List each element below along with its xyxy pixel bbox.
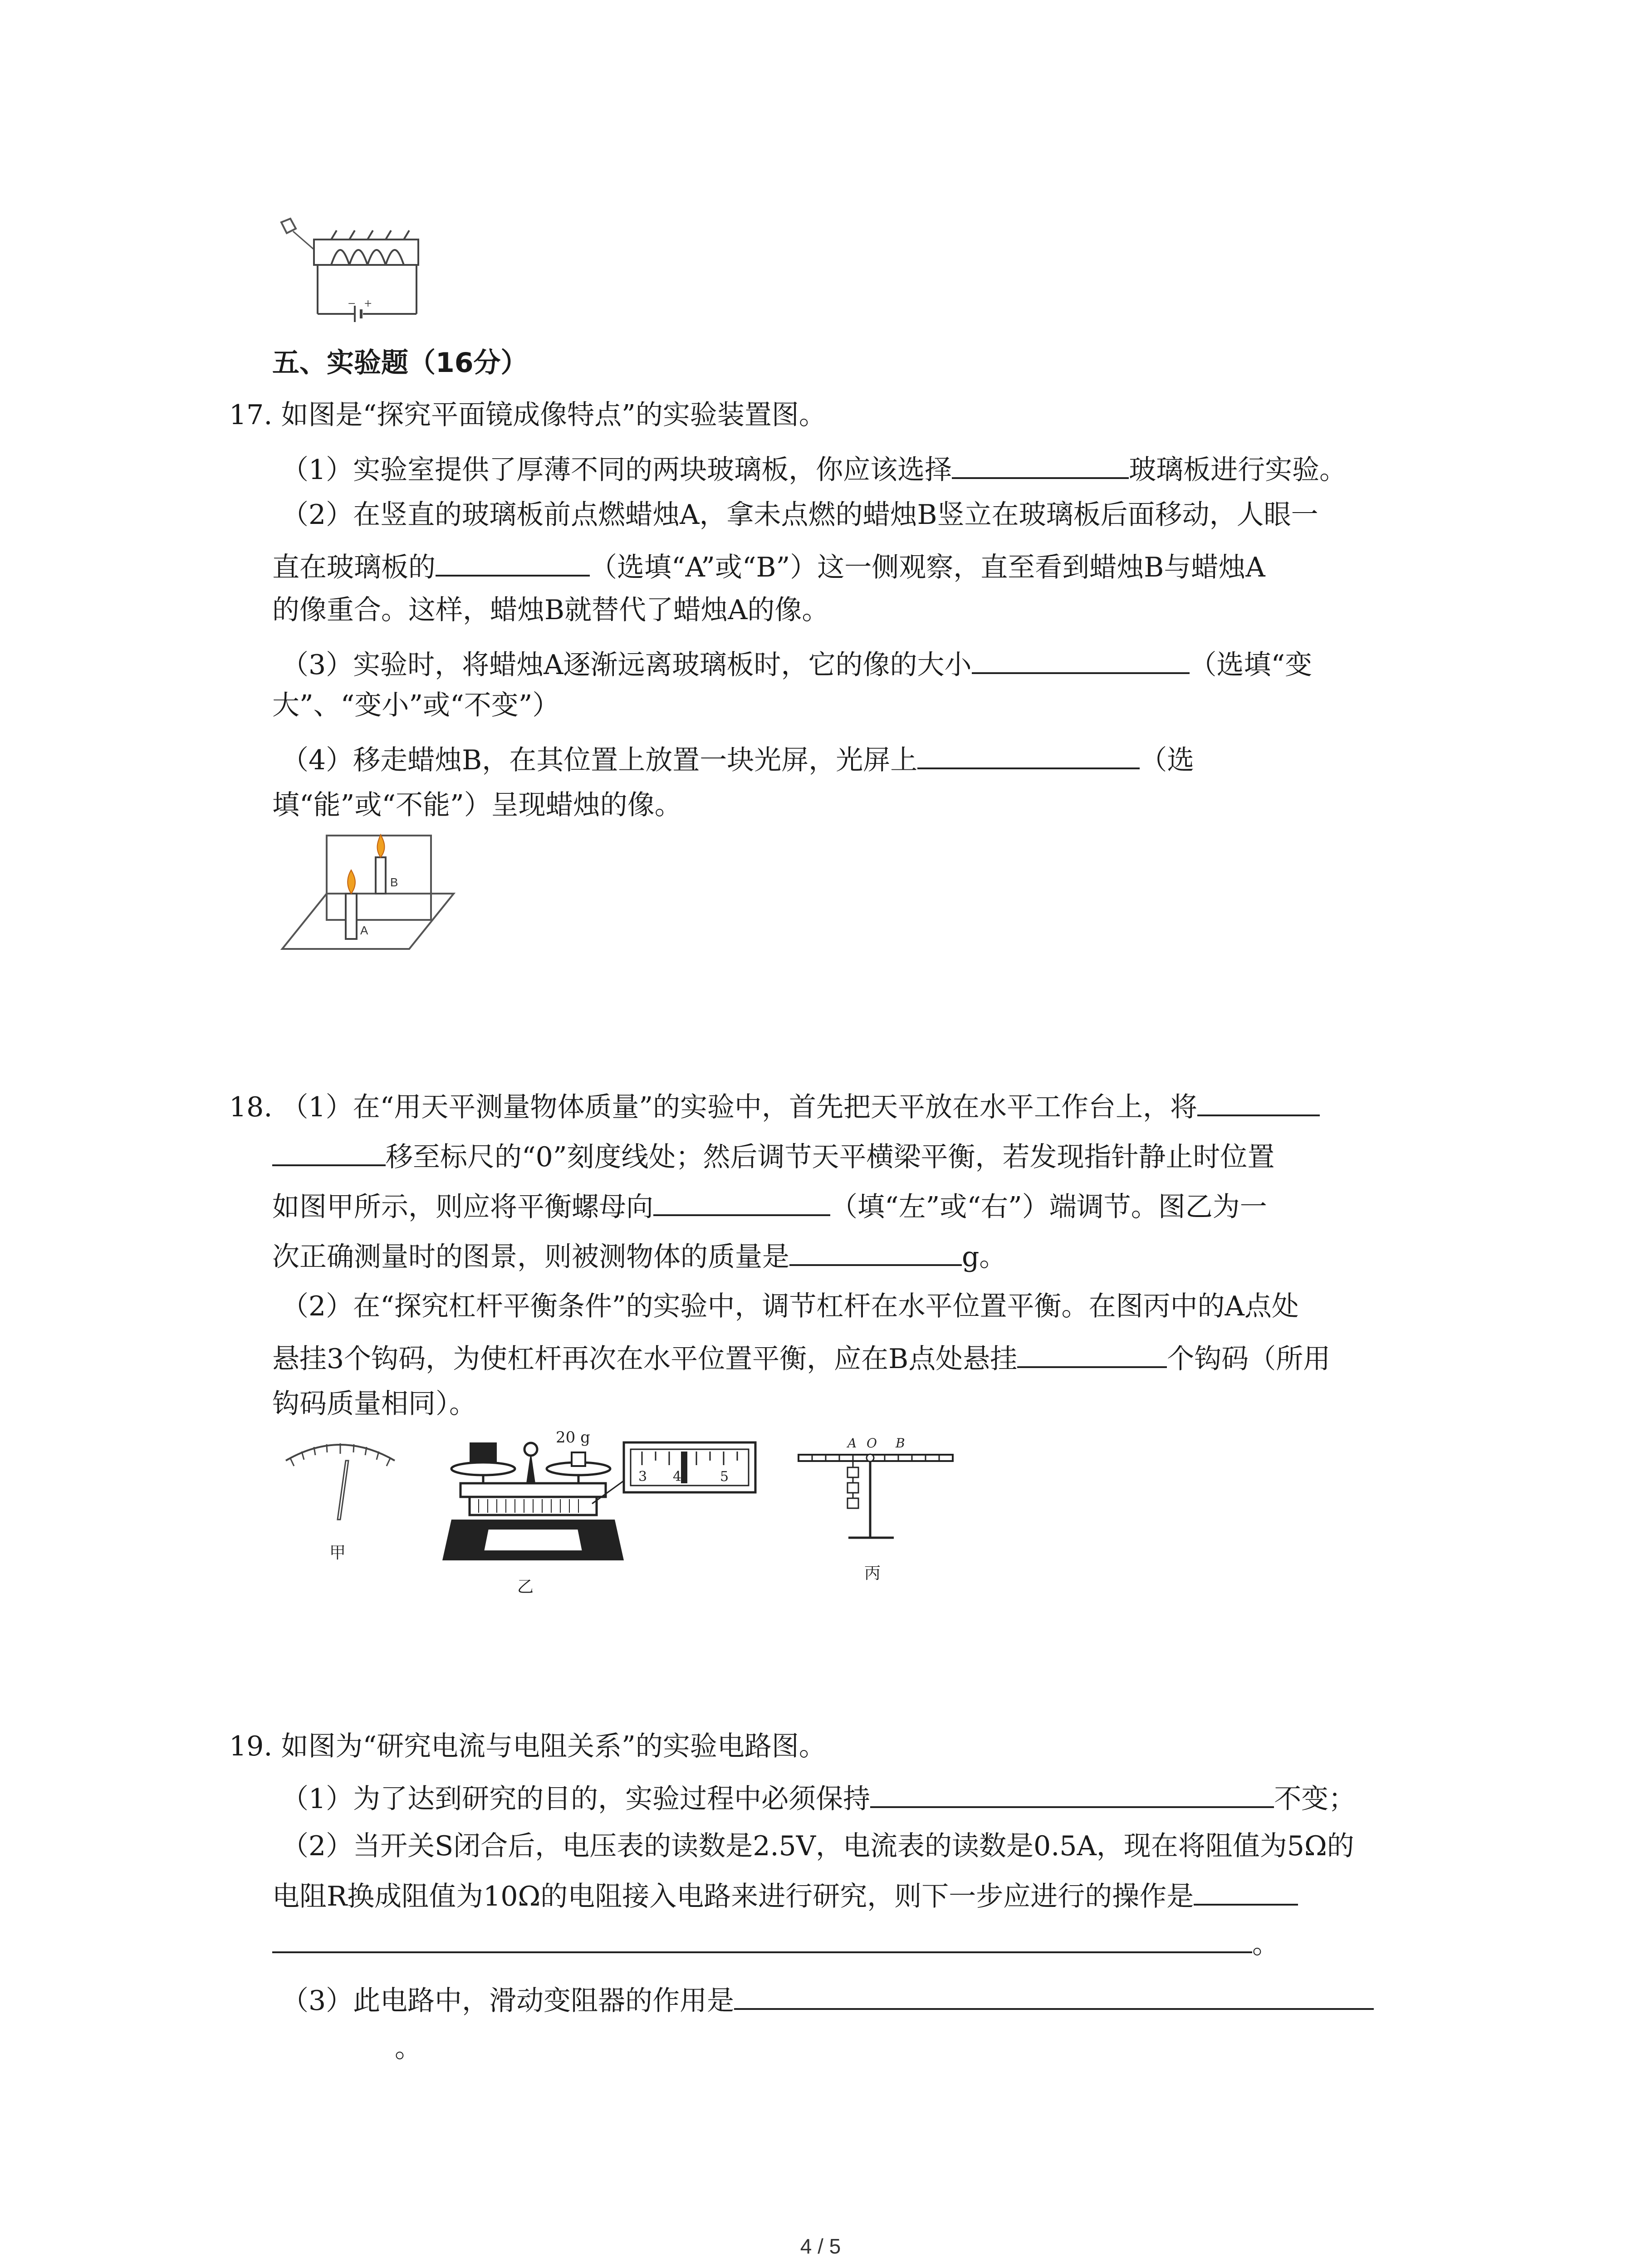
q18-line5: （2）在“探究杠杆平衡条件”的实验中，调节杠杆在水平位置平衡。在图丙中的A点处 — [281, 1290, 1299, 1322]
q17-part2-line3: 的像重合。这样，蜡烛B就替代了蜡烛A的像。 — [272, 594, 829, 626]
q19-part1-text-a: （1）为了达到研究的目的，实验过程中必须保持 — [281, 1783, 871, 1815]
q18-line1 — [229, 1086, 1320, 1125]
q18-answer-blank-3[interactable] — [789, 1236, 962, 1266]
q17-part3 — [281, 644, 1312, 683]
q18-line2 — [272, 1136, 1275, 1175]
q18-text-3b: （填“左”或“右”）端调节。图乙为一 — [830, 1191, 1267, 1223]
q17-answer-blank-1[interactable] — [952, 449, 1129, 479]
q18-text-4a: 次正确测量时的图景，则被测物体的质量是 — [272, 1241, 789, 1273]
q19-stem: 19. 如图为“研究电流与电阻关系”的实验电路图。 — [229, 1730, 826, 1762]
q17-part1-text-b: 玻璃板进行实验。 — [1129, 454, 1347, 486]
q19-part3-text: （3）此电路中，滑动变阻器的作用是 — [281, 1985, 735, 2017]
q18-answer-blank-2[interactable] — [653, 1186, 830, 1216]
lever-figure — [794, 1436, 957, 1554]
scale-number-5: 5 — [720, 1469, 729, 1485]
q19-part3-end: 。 — [395, 2032, 422, 2064]
q19-answer-blank-1[interactable] — [870, 1778, 1274, 1808]
q17-part4-text-a: （4）移走蜡烛B，在其位置上放置一块光屏，光屏上 — [281, 744, 918, 776]
q18-text-3a: 如图甲所示，则应将平衡螺母向 — [272, 1191, 653, 1223]
q17-part1-text-a: （1）实验室提供了厚薄不同的两块玻璃板，你应该选择 — [281, 454, 952, 486]
q17-part3-line2: 大”、“变小”或“不变”） — [272, 689, 560, 721]
scale-number-3: 3 — [638, 1469, 647, 1485]
q17-part4-line2: 填“能”或“不能”）呈现蜡烛的像。 — [272, 789, 682, 821]
q18-text-4b: g。 — [962, 1241, 1007, 1273]
svg-text:+: + — [364, 298, 372, 309]
lever-label-o: O — [867, 1436, 877, 1451]
q18-line3 — [272, 1186, 1267, 1225]
svg-text:−: − — [348, 298, 356, 309]
q18-answer-blank-4[interactable] — [1017, 1338, 1167, 1368]
q17-part2-text-b: （选填“A”或“B”）这一侧观察，直至看到蜡烛B与蜡烛A — [590, 552, 1265, 583]
q19-answer-blank-2b[interactable] — [272, 1923, 1252, 1953]
section-heading: 五、实验题（16分） — [272, 347, 528, 379]
fig-label-a: A — [360, 924, 368, 937]
q17-part2-line1: （2）在竖直的玻璃板前点燃蜡烛A，拿未点燃的蜡烛B竖立在玻璃板后面移动，人眼一 — [281, 499, 1318, 531]
fig-label-bing: 丙 — [864, 1564, 881, 1583]
q17-answer-blank-2[interactable] — [436, 547, 590, 577]
q18-line6 — [272, 1338, 1330, 1377]
lever-label-b: B — [896, 1436, 905, 1451]
q18-answer-blank-1b[interactable] — [272, 1136, 386, 1166]
q19-part1-text-b: 不变； — [1274, 1783, 1356, 1815]
q17-answer-blank-4[interactable] — [917, 739, 1140, 769]
plane-mirror-figure — [277, 830, 458, 957]
q19-part2-end: 。 — [1252, 1928, 1279, 1960]
q19-part1 — [281, 1778, 1356, 1817]
balance-pointer-figure — [281, 1433, 399, 1524]
balance-scale-figure — [442, 1424, 760, 1579]
weight-label: 20 g — [556, 1428, 590, 1447]
q17-part1 — [281, 449, 1347, 488]
q17-part2-text-a: 直在玻璃板的 — [272, 552, 436, 583]
q18-text-6b: 个钩码（所用 — [1167, 1343, 1331, 1375]
q17-part4 — [281, 739, 1194, 778]
q19-part2-line2 — [272, 1876, 1298, 1915]
q18-text-2: 移至标尺的“0”刻度线处；然后调节天平横梁平衡，若发现指针静止时位置 — [386, 1141, 1275, 1173]
q19-answer-blank-3[interactable] — [734, 1980, 1374, 2010]
scale-number-4: 4 — [673, 1469, 682, 1485]
q19-answer-blank-2a[interactable] — [1194, 1876, 1298, 1906]
q18-text-6a: 悬挂3个钩码，为使杠杆再次在水平位置平衡，应在B点处悬挂 — [272, 1343, 1018, 1375]
q17-part4-text-b: （选 — [1140, 744, 1195, 776]
electromagnet-figure — [272, 213, 436, 322]
q19-part2-line3 — [272, 1923, 1279, 1962]
q19-part2-line1: （2）当开关S闭合后，电压表的读数是2.5V，电流表的读数是0.5A，现在将阻值为5Ω的 — [281, 1830, 1354, 1862]
q17-answer-blank-3[interactable] — [972, 644, 1190, 674]
fig-label-jia: 甲 — [329, 1544, 346, 1562]
q18-text-1: 18. （1）在“用天平测量物体质量”的实验中，首先把天平放在水平工作台上，将 — [229, 1091, 1198, 1123]
fig-label-yi: 乙 — [517, 1578, 534, 1596]
q17-part3-text-b: （选填“变 — [1189, 649, 1313, 681]
q17-part2-line2 — [272, 547, 1265, 586]
q19-part3 — [281, 1980, 1374, 2019]
lever-label-a: A — [847, 1436, 857, 1451]
q17-stem: 17. 如图是“探究平面镜成像特点”的实验装置图。 — [229, 399, 826, 431]
fig-label-b: B — [390, 875, 398, 889]
page-number: 4 / 5 — [800, 2234, 841, 2258]
q18-line7: 钩码质量相同）。 — [272, 1388, 476, 1420]
q19-part2-text: 电阻R换成阻值为10Ω的电阻接入电路来进行研究，则下一步应进行的操作是 — [272, 1881, 1194, 1912]
q18-answer-blank-1a[interactable] — [1197, 1086, 1320, 1116]
q17-part3-text-a: （3）实验时，将蜡烛A逐渐远离玻璃板时，它的像的大小 — [281, 649, 972, 681]
q18-line4 — [272, 1236, 1006, 1275]
